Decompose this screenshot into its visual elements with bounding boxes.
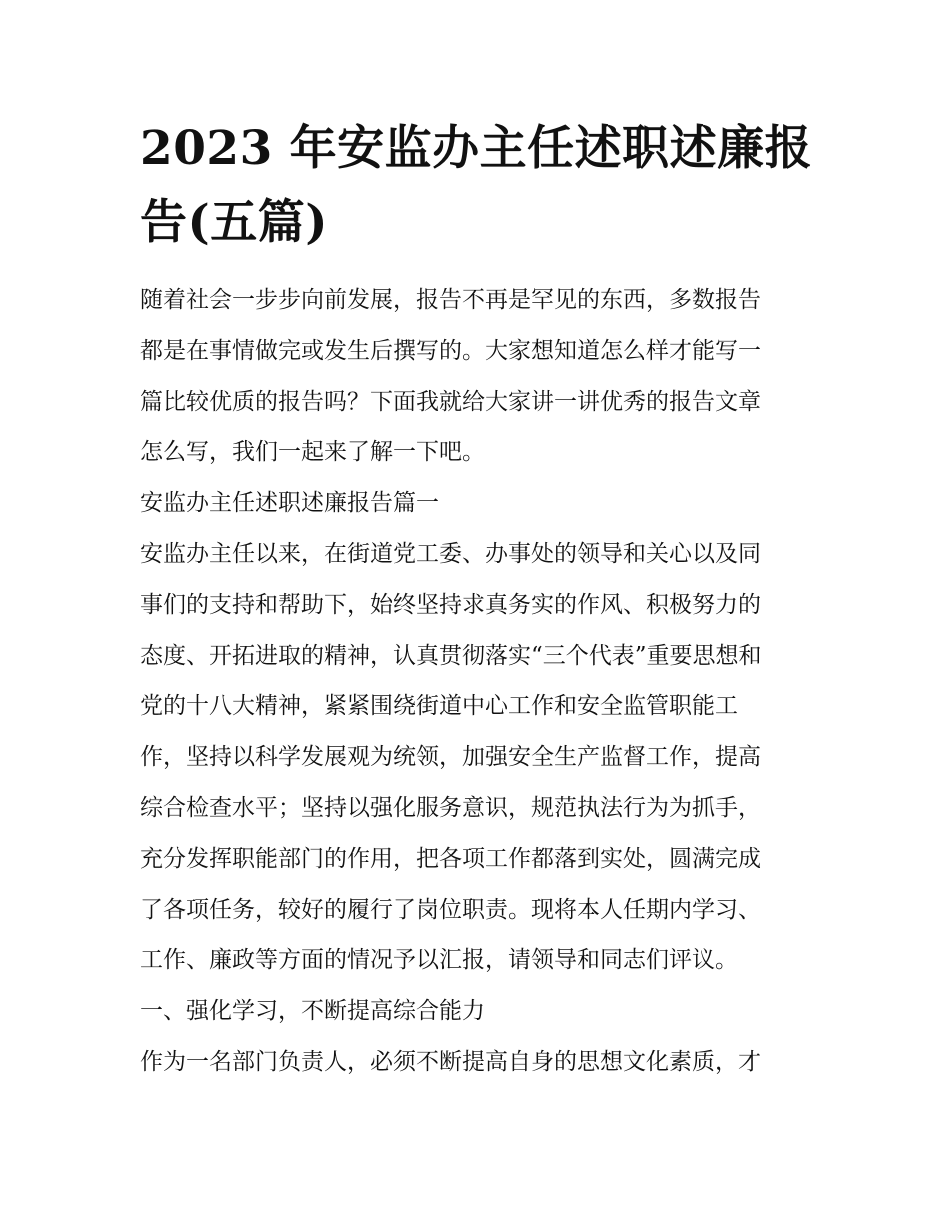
paragraph-line-4: 党的十八大精神，紧紧围绕街道中心工作和安全监管职能工 — [140, 693, 738, 720]
paragraph-line-1: 安监办主任以来，在街道党工委、办事处的领导和关心以及同 — [140, 540, 761, 567]
intro-line-4: 怎么写，我们一起来了解一下吧。 — [140, 439, 485, 466]
subsection-heading-1: 一、强化学习，不断提高综合能力 — [140, 998, 485, 1025]
paragraph-line-9: 工作、廉政等方面的情况予以汇报，请领导和同志们评议。 — [140, 947, 738, 974]
paragraph-line-6: 综合检查水平；坚持以强化服务意识，规范执法行为为抓手， — [140, 794, 761, 821]
section-heading-1: 安监办主任述职述廉报告篇一 — [140, 490, 439, 517]
intro-line-2: 都是在事情做完或发生后撰写的。大家想知道怎么样才能写一 — [140, 337, 761, 364]
paragraph-line-5: 作，坚持以科学发展观为统领，加强安全生产监督工作，提高 — [140, 744, 761, 771]
paragraph-line-10: 作为一名部门负责人，必须不断提高自身的思想文化素质，才 — [140, 1048, 761, 1075]
paragraph-line-8: 了各项任务，较好的履行了岗位职责。现将本人任期内学习、 — [140, 896, 761, 923]
document-body — [140, 275, 820, 1088]
document-title — [140, 112, 820, 260]
intro-line-3: 篇比较优质的报告吗？下面我就给大家讲一讲优秀的报告文章 — [140, 388, 761, 415]
paragraph-line-3: 态度、开拓进取的精神，认真贯彻落实“三个代表”重要思想和 — [140, 642, 762, 669]
paragraph-line-7: 充分发挥职能部门的作用，把各项工作都落到实处，圆满完成 — [140, 845, 761, 872]
intro-line-1: 随着社会一步步向前发展，报告不再是罕见的东西，多数报告 — [140, 287, 761, 313]
paragraph-line-2: 事们的支持和帮助下，始终坚持求真务实的作风、积极努力的 — [140, 591, 761, 618]
title-line-1: 2023 年安监办主任述职述廉报 — [140, 121, 813, 176]
title-line-2: 告(五篇) — [140, 195, 328, 250]
